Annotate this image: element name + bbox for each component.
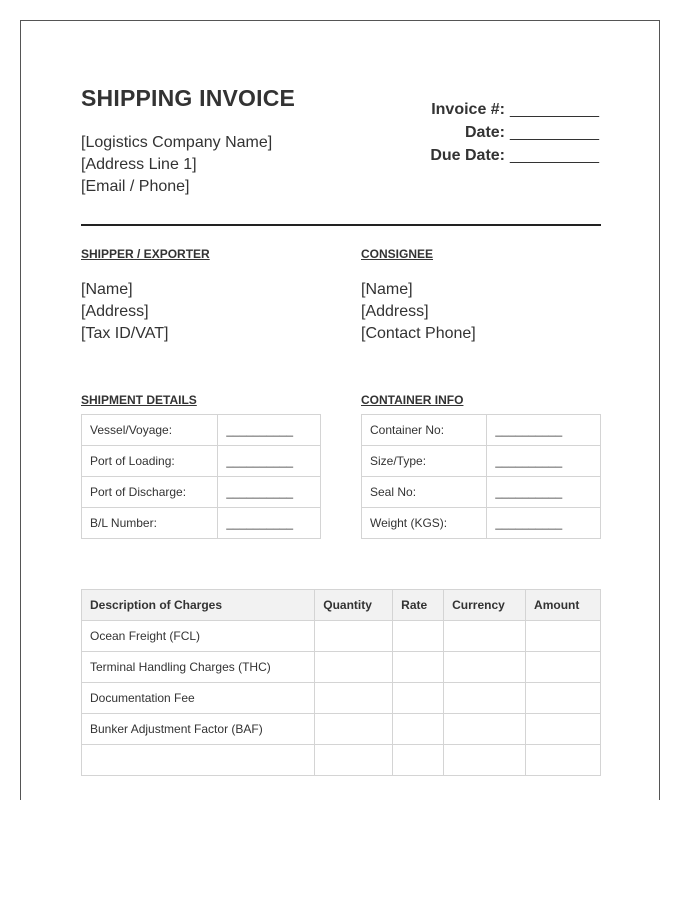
quantity-cell[interactable] <box>315 652 393 683</box>
description-header: Description of Charges <box>82 590 315 621</box>
weight-label: Weight (KGS): <box>362 508 487 539</box>
seal-no-field[interactable]: __________ <box>487 477 601 508</box>
invoice-date-field[interactable]: __________ <box>510 124 599 141</box>
amount-cell[interactable] <box>526 683 601 714</box>
quantity-header: Quantity <box>315 590 393 621</box>
due-date-label: Due Date: <box>430 147 506 164</box>
table-row <box>362 508 601 539</box>
seal-no-label: Seal No: <box>362 477 487 508</box>
amount-cell[interactable] <box>526 745 601 776</box>
amount-cell[interactable] <box>526 652 601 683</box>
port-of-loading-label: Port of Loading: <box>82 446 218 477</box>
bl-number-field[interactable]: __________ <box>218 508 321 539</box>
description-cell[interactable] <box>82 745 315 776</box>
description-cell[interactable]: Bunker Adjustment Factor (BAF) <box>82 714 315 745</box>
weight-field[interactable]: __________ <box>487 508 601 539</box>
bl-number-label: B/L Number: <box>82 508 218 539</box>
consignee-name[interactable]: [Name] <box>361 281 413 298</box>
size-type-field[interactable]: __________ <box>487 446 601 477</box>
size-type-label: Size/Type: <box>362 446 487 477</box>
due-date-row <box>430 144 599 167</box>
currency-header: Currency <box>444 590 526 621</box>
quantity-cell[interactable] <box>315 621 393 652</box>
consignee-address[interactable]: [Address] <box>361 303 429 320</box>
invoice-number-label: Invoice #: <box>431 101 506 118</box>
shipper-address[interactable]: [Address] <box>81 303 149 320</box>
invoice-page <box>20 20 660 800</box>
table-row <box>82 477 321 508</box>
rate-cell[interactable] <box>393 714 444 745</box>
currency-cell[interactable] <box>444 652 526 683</box>
container-info-table <box>361 414 601 539</box>
rate-cell[interactable] <box>393 683 444 714</box>
consignee-info <box>361 279 476 345</box>
table-row <box>82 745 601 776</box>
container-no-field[interactable]: __________ <box>487 415 601 446</box>
invoice-title: SHIPPING INVOICE <box>81 85 296 111</box>
container-no-label: Container No: <box>362 415 487 446</box>
description-cell[interactable]: Terminal Handling Charges (THC) <box>82 652 315 683</box>
table-row <box>82 652 601 683</box>
quantity-cell[interactable] <box>315 745 393 776</box>
quantity-cell[interactable] <box>315 683 393 714</box>
quantity-cell[interactable] <box>315 714 393 745</box>
port-of-loading-field[interactable]: __________ <box>218 446 321 477</box>
consignee-phone[interactable]: [Contact Phone] <box>361 325 476 342</box>
rate-cell[interactable] <box>393 621 444 652</box>
shipper-section-title: SHIPPER / EXPORTER <box>81 247 210 261</box>
table-row <box>362 446 601 477</box>
company-name[interactable]: [Logistics Company Name] <box>81 134 273 151</box>
currency-cell[interactable] <box>444 714 526 745</box>
company-address[interactable]: [Address Line 1] <box>81 156 197 173</box>
table-row <box>82 446 321 477</box>
vessel-voyage-field[interactable]: __________ <box>218 415 321 446</box>
port-of-discharge-label: Port of Discharge: <box>82 477 218 508</box>
charges-header-row <box>82 590 601 621</box>
amount-cell[interactable] <box>526 714 601 745</box>
description-cell[interactable]: Ocean Freight (FCL) <box>82 621 315 652</box>
invoice-meta <box>430 98 599 167</box>
invoice-number-row <box>430 98 599 121</box>
consignee-section-title: CONSIGNEE <box>361 247 434 261</box>
amount-cell[interactable] <box>526 621 601 652</box>
table-row <box>362 415 601 446</box>
currency-cell[interactable] <box>444 745 526 776</box>
shipment-details-table <box>81 414 321 539</box>
currency-cell[interactable] <box>444 683 526 714</box>
invoice-number-field[interactable]: __________ <box>510 101 599 118</box>
shipment-details-title: SHIPMENT DETAILS <box>81 393 197 407</box>
shipper-tax-id[interactable]: [Tax ID/VAT] <box>81 325 169 342</box>
table-row <box>362 477 601 508</box>
invoice-date-label: Date: <box>465 124 506 141</box>
invoice-date-row <box>430 121 599 144</box>
currency-cell[interactable] <box>444 621 526 652</box>
rate-cell[interactable] <box>393 745 444 776</box>
table-row <box>82 621 601 652</box>
container-info-title: CONTAINER INFO <box>361 393 464 407</box>
company-info <box>81 132 272 198</box>
table-row <box>82 683 601 714</box>
table-row <box>82 415 321 446</box>
due-date-field[interactable]: __________ <box>510 147 599 164</box>
port-of-discharge-field[interactable]: __________ <box>218 477 321 508</box>
company-contact[interactable]: [Email / Phone] <box>81 178 190 195</box>
shipper-name[interactable]: [Name] <box>81 281 133 298</box>
table-row <box>82 508 321 539</box>
description-cell[interactable]: Documentation Fee <box>82 683 315 714</box>
vessel-voyage-label: Vessel/Voyage: <box>82 415 218 446</box>
table-row <box>82 714 601 745</box>
rate-header: Rate <box>393 590 444 621</box>
amount-header: Amount <box>526 590 601 621</box>
charges-table <box>81 589 601 776</box>
header-divider <box>81 224 601 226</box>
shipper-info <box>81 279 168 345</box>
rate-cell[interactable] <box>393 652 444 683</box>
